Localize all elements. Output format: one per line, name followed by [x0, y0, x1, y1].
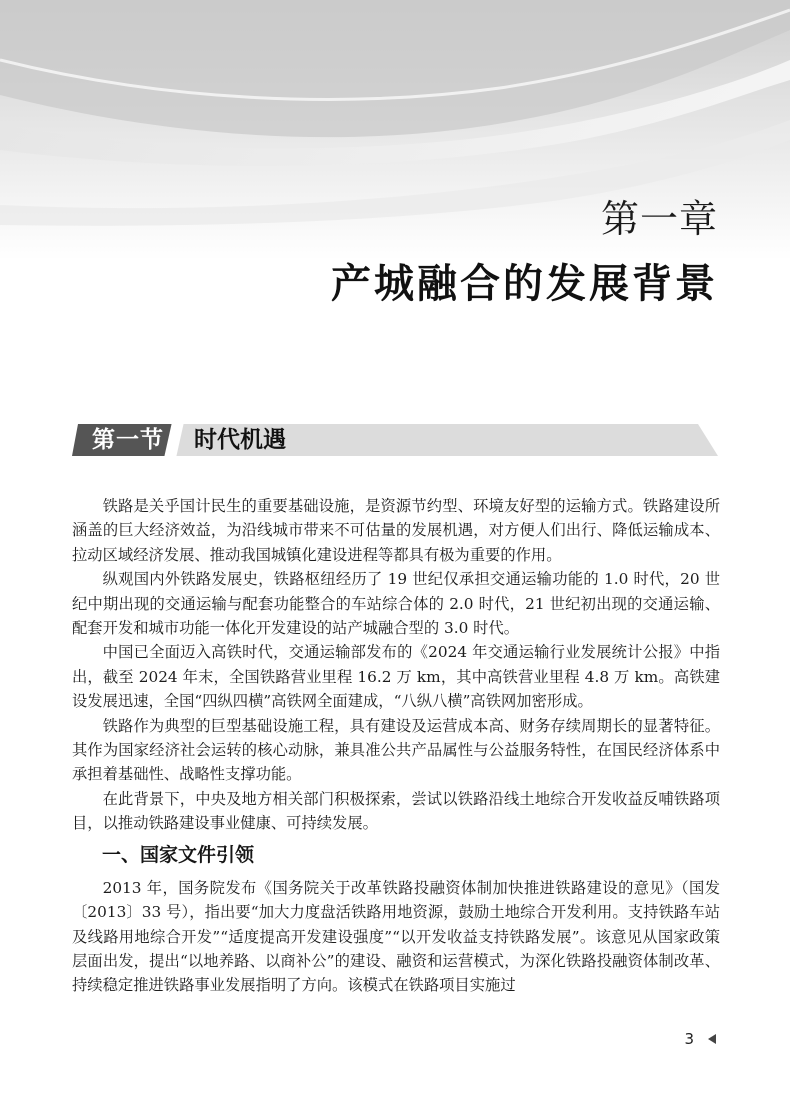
subsection-heading: 一、国家文件引领	[102, 843, 255, 866]
paragraph: 纵观国内外铁路发展史，铁路枢纽经历了 19 世纪仅承担交通运输功能的 1.0 时代，20 世纪中期出现的交通运输与配套功能整合的车站综合体的 2.0 时代，21 世纪初出现的交通运输、配套开发和城市功能一体化开发建设的站产城融合型的 3.0 时代。	[72, 570, 720, 638]
chapter-label: 第一章	[600, 197, 718, 241]
section-title: 时代机遇	[194, 427, 286, 453]
section-badge: 第一节	[92, 427, 164, 453]
body-text	[72, 494, 720, 998]
section-banner	[72, 422, 718, 458]
paragraph: 2013 年，国务院发布《国务院关于改革铁路投融资体制加快推进铁路建设的意见》（国发〔2013〕33 号），指出要“加大力度盘活铁路用地资源，鼓励土地综合开发利用。支持铁路车站及线路用地综合开发”“适度提高开发建设强度”“以开发收益支持铁路发展”。该意见从国家政策层面出发，提出“以地养路、以商补公”的建设、融资和运营模式，为深化铁路投融资体制改革、持续稳定推进铁路事业发展指明了方向。该模式在铁路项目实施过	[72, 878, 720, 995]
paragraph: 铁路是关乎国计民生的重要基础设施，是资源节约型、环境友好型的运输方式。铁路建设所涵盖的巨大经济效益，为沿线城市带来不可估量的发展机遇，对方便人们出行、降低运输成本、拉动区域经济发展、推动我国城镇化建设进程等都具有极为重要的作用。	[72, 497, 720, 564]
chapter-title: 产城融合的发展背景	[331, 261, 718, 307]
paragraph: 中国已全面迈入高铁时代，交通运输部发布的《2024 年交通运输行业发展统计公报》中指出，截至 2024 年末，全国铁路营业里程 16.2 万 km，其中高铁营业里程 4.8 万 km。高铁建设发展迅速，全国“四纵四横”高铁网全面建成，“八纵八横”高铁网加密形成。	[72, 643, 720, 711]
paragraph: 在此背景下，中央及地方相关部门积极探索，尝试以铁路沿线土地综合开发收益反哺铁路项目，以推动铁路建设事业健康、可持续发展。	[72, 789, 720, 833]
page-number: 3	[684, 1030, 694, 1048]
paragraph: 铁路作为典型的巨型基础设施工程，具有建设及运营成本高、财务存续周期长的显著特征。其作为国家经济社会运转的核心动脉，兼具准公共产品属性与公益服务特性，在国民经济体系中承担着基础性、战略性支撑功能。	[72, 716, 720, 784]
left-arrow-icon	[706, 1033, 718, 1045]
